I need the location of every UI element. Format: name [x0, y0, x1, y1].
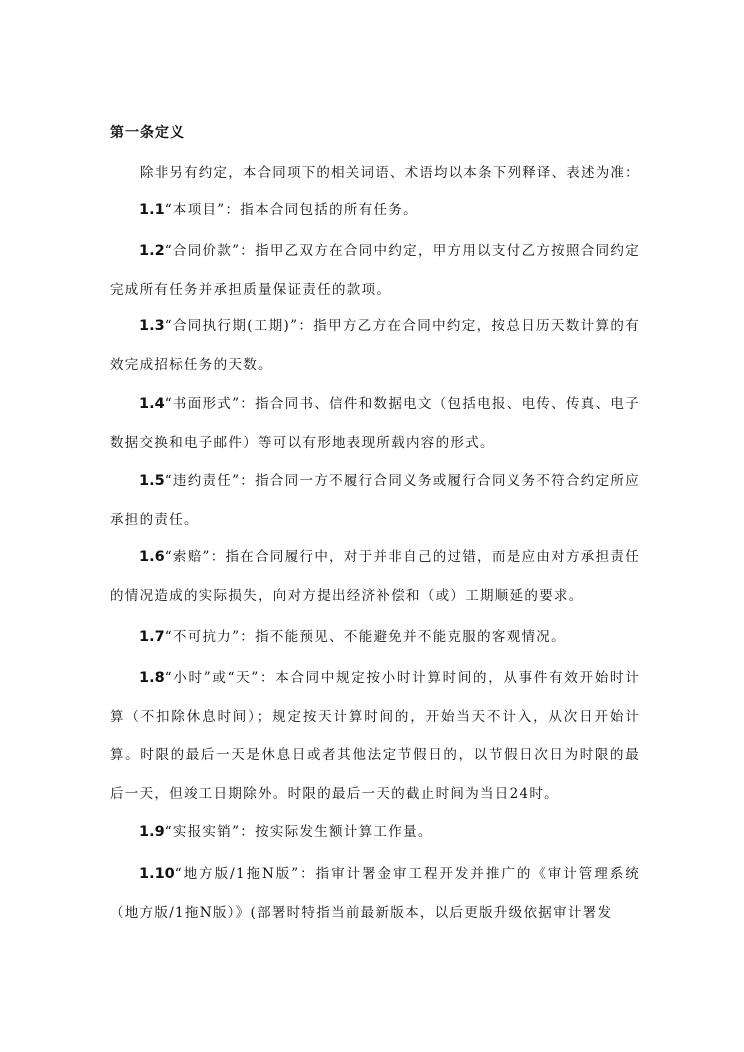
definition-number: 1.10	[139, 866, 175, 882]
definition-1-8	[110, 659, 640, 813]
definition-number: 1.4	[139, 396, 165, 412]
definition-number: 1.1	[139, 202, 165, 218]
definition-1-4	[110, 385, 640, 462]
definition-number: 1.5	[139, 473, 165, 489]
definition-text: “合同价款”：指甲乙双方在合同中约定，甲方用以支付乙方按照合同约定完成所有任务并承担质量保证责任的款项。	[110, 243, 640, 298]
definition-1-10	[110, 855, 640, 932]
definition-text: “合同执行期(工期)”：指甲方乙方在合同中约定，按总日历天数计算的有效完成招标任务的天数。	[110, 318, 640, 373]
definition-1-3	[110, 307, 640, 384]
definition-text: “违约责任”：指合同一方不履行合同义务或履行合同义务不符合约定所应承担的责任。	[110, 473, 640, 528]
intro-paragraph: 除非另有约定，本合同项下的相关词语、术语均以本条下列释译、表述为准：	[140, 165, 640, 181]
definition-text: “书面形式”：指合同书、信件和数据电文（包括电报、电传、传真、电子数据交换和电子邮件）等可以有形地表现所载内容的形式。	[110, 396, 640, 451]
definition-text: “小时”或“天”：本合同中规定按小时计算时间的，从事件有效开始时计算（不扣除休息时间）；规定按天计算时间的，开始当天不计入，从次日开始计算。时限的最后一天是休息日或者其他法定节假日的，以节假日次日为时限的最后一天，但竣工日期除外。时限的最后一天的截止时间为当日24时。	[110, 670, 640, 802]
definition-text: “不可抗力”：指不能预见、不能避免并不能克服的客观情况。	[164, 629, 566, 645]
definition-text: “实报实销”：按实际发生额计算工作量。	[164, 824, 433, 840]
definition-1-5	[110, 462, 640, 539]
definition-1-1	[110, 191, 640, 230]
definition-text: “索赔”：指在合同履行中，对于并非自己的过错，而是应由对方承担责任的情况造成的实际损失，向对方提出经济补偿和（或）工期顺延的要求。	[110, 549, 640, 604]
definition-number: 1.9	[139, 824, 165, 840]
definition-1-9	[110, 813, 640, 852]
definition-number: 1.2	[139, 243, 165, 259]
definition-number: 1.7	[139, 629, 165, 645]
definition-text: “本项目”：指本合同包括的所有任务。	[164, 202, 418, 218]
definition-number: 1.8	[139, 670, 165, 686]
section-heading: 第一条定义	[110, 125, 185, 141]
definition-1-6	[110, 538, 640, 615]
definition-number: 1.3	[139, 318, 165, 334]
definition-number: 1.6	[139, 549, 165, 565]
definition-text: “地方版/1拖N版”：指审计署金审工程开发并推广的《审计管理系统（地方版/1拖N版）》(部署时特指当前最新版本，以后更版升级依据审计署发	[110, 866, 640, 921]
definition-1-2	[110, 232, 640, 309]
definition-1-7	[110, 618, 640, 657]
